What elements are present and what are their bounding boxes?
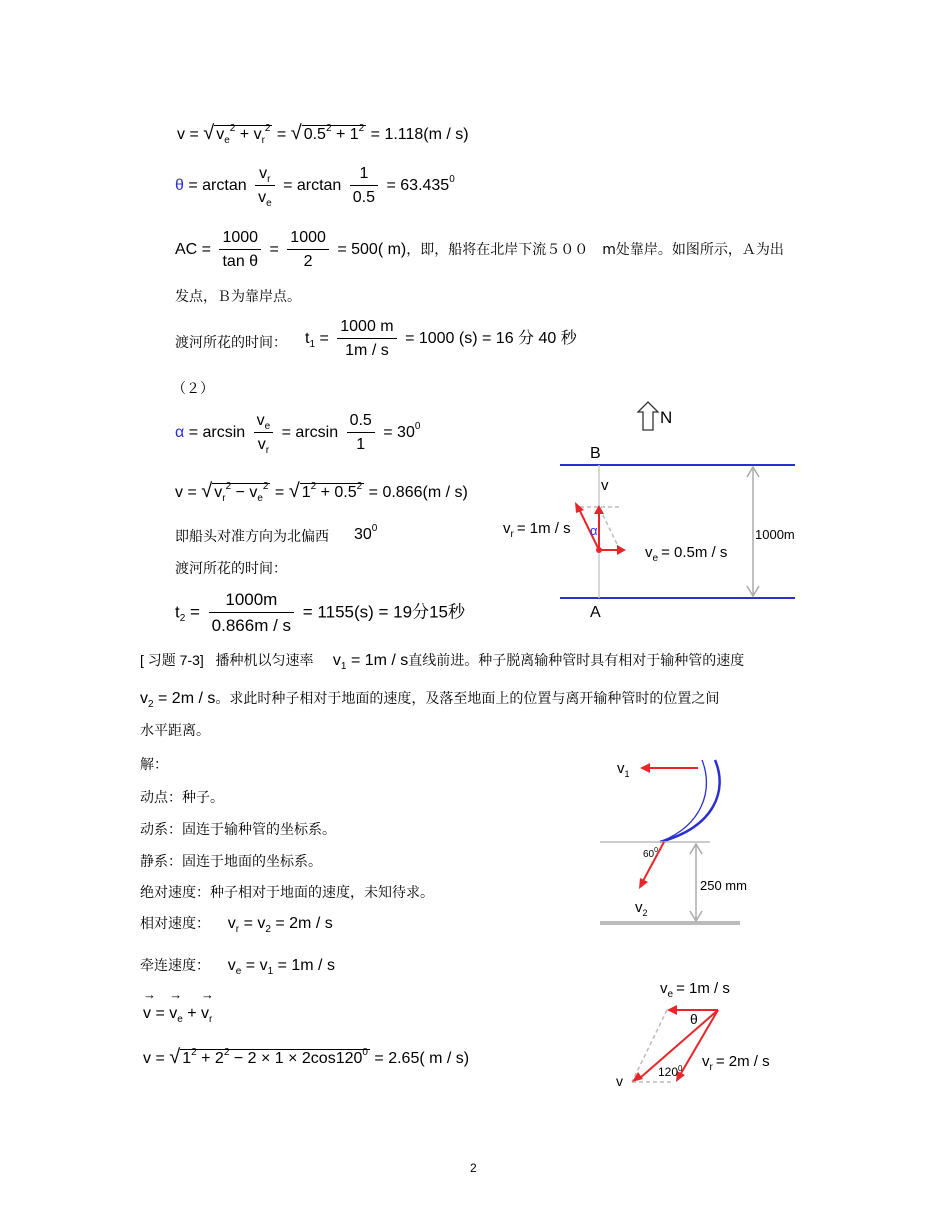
t1-label: 渡河所花的时间： xyxy=(175,335,287,351)
seed-tube-diagram xyxy=(590,755,750,930)
part2-label: （２） xyxy=(172,381,214,397)
eq-v-magnitude-3: v = √ $1^2 + 2^2 - 2 \times 1 \times 2\cos 120^0 = 2.65$( m / s) xyxy=(143,1046,470,1068)
velocity-parallelogram xyxy=(600,975,800,1090)
transport-velocity: 牵连速度： $v_e = v_1 = 1m / s$ xyxy=(140,957,335,977)
alpha-label: α xyxy=(590,523,598,538)
moving-point: 动点：种子。 xyxy=(140,790,224,806)
tube-outer xyxy=(660,760,720,842)
problem-line-1: [ 习题 7-3] 播种机以匀速率 $v_1 = 1m / s$直线前进。种子脱离输种管时具有相对于输种管的速度 xyxy=(140,652,745,672)
eq-ac: AC = $\frac{1000}{\text{tan θ}}$ = $\frac{1000}{2}$ = 500( m)，即，船将在北岸下流５００ m处靠岸。如图所示，Ａ为出 xyxy=(175,229,784,270)
point-a-label: A xyxy=(590,604,601,621)
point-b-label: B xyxy=(590,445,601,462)
eq-v-magnitude-1: v = √ $v_e^2 + v_r^2$ = √ $0.5^2 + 1^2 = 1.118(m / s)$ xyxy=(177,122,469,146)
svg-text:v2: $v_2$ xyxy=(635,899,648,918)
eq-alpha: α = arcsin $\frac{v_e}{v_r}$ = arcsin $\frac{0.5}{1}$ = $30^0$ xyxy=(175,412,421,456)
svg-text:ve= 1m / s: $v_e = 1m / s$ xyxy=(660,980,730,1000)
svg-text:600: $60^0$ xyxy=(643,847,659,860)
svg-text:v1: $v_1$ xyxy=(617,760,630,779)
problem-line-2: $v_2 = 2m / s$。求此时种子相对于地面的速度，及落至地面上的位置与离开输种管时的位置之间 xyxy=(140,690,720,710)
direction-value: $30^0$ xyxy=(354,523,378,543)
svg-text:v: v xyxy=(616,1073,623,1089)
page-number: 2 xyxy=(470,1161,477,1175)
tube-inner xyxy=(662,760,706,841)
ac-text-line2: 发点，Ｂ为靠岸点。 xyxy=(175,289,301,305)
direction-text: 即船头对准方向为北偏西 xyxy=(175,529,329,545)
north-arrow-icon xyxy=(638,402,658,430)
v-label: v xyxy=(601,477,609,494)
eq-t2: $t_2$ = $\frac{1000m}{0.866m / s}$ = 1155(s) = 19分15秒 xyxy=(175,590,465,635)
vector-sum-eq: → v = → $v_e$ + → $v_r$ xyxy=(143,1005,212,1023)
problem-line-3: 水平距离。 xyxy=(140,723,210,739)
moving-frame: 动系：固连于输种管的坐标系。 xyxy=(140,822,336,838)
height-label: 250 mm xyxy=(700,878,747,893)
relative-velocity: 相对速度： $v_r = v_2 = 2m / s$ xyxy=(140,915,333,935)
solution-jie: 解： xyxy=(140,757,168,773)
theta-label: θ xyxy=(690,1011,698,1027)
static-frame: 静系：固连于地面的坐标系。 xyxy=(140,854,322,870)
t2-label: 渡河所花的时间： xyxy=(175,561,287,577)
eq-t1: $t_1$ = $\frac{1000 m}{1m / s}$ = 1000 (s) = 16 分 40 秒 xyxy=(305,318,577,359)
absolute-velocity: 绝对速度：种子相对于地面的速度，未知待求。 xyxy=(140,885,434,901)
svg-text:ve= 0.5m / s: $v_e = 0.5m / s$ xyxy=(645,544,728,564)
eq-v-magnitude-2: v = √ $v_r^2 - v_e^2$ = √ $1^2 + 0.5^2 = 0.866(m / s)$ xyxy=(175,480,468,504)
river-crossing-diagram xyxy=(495,395,805,625)
width-label: 1000m xyxy=(755,527,795,542)
north-label: N xyxy=(660,408,673,427)
svg-text:1200: $120^0$ xyxy=(658,1064,683,1079)
svg-text:vr= 2m / s: $v_r = 2m / s$ xyxy=(702,1053,770,1073)
svg-text:vr= 1m / s: $v_r = 1m / s$ xyxy=(503,520,571,540)
eq-theta: θ = arctan $\frac{v_r}{v_e}$ = arctan $\frac{1}{0.5}$ = $63.435^0$ xyxy=(175,165,455,209)
